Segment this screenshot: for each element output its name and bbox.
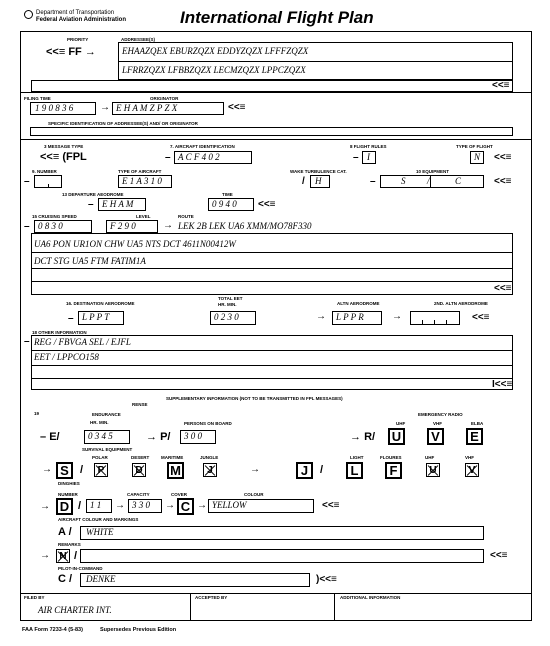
emergency-radio-label: EMERGENCY RADIO [418, 412, 463, 417]
altn-label: ALTN AERODROME [337, 301, 380, 306]
arrow-icon: → [40, 550, 50, 561]
arrow-icon: → [165, 500, 175, 511]
slash: / [78, 500, 82, 512]
addressees-line2[interactable]: LFRRZQZX LFBBZQZX LECMZQZX LPPCZQZX [122, 65, 306, 75]
dash: – [24, 176, 30, 187]
filed-by-value[interactable]: AIR CHARTER INT. [38, 605, 112, 615]
altn2-box[interactable] [410, 311, 460, 325]
light-box[interactable]: L [346, 462, 363, 479]
arrow-icon: → [316, 311, 326, 322]
departure-value: E H A M [102, 199, 134, 209]
item19-label: 19 [34, 411, 40, 416]
item8-label: 8 FLIGHT RULES [350, 144, 387, 149]
equipment-value2: C [455, 176, 462, 186]
equipment-slash: / [427, 176, 430, 186]
altn2-label: 2ND. ALTN AERODROME [434, 301, 488, 306]
total-eet-label: TOTAL EET [218, 296, 243, 301]
floures-box[interactable]: F [385, 462, 402, 479]
total-eet-value: 0 2 3 0 [214, 312, 239, 322]
item10-label: 10 EQUIPMENT [416, 169, 450, 174]
persons-label: PERSONS ON BOARD [184, 421, 232, 426]
arrow-icon: → [100, 102, 110, 113]
arrow-icon: → [115, 500, 125, 511]
end-bracket: I<<≡ [492, 379, 513, 390]
supplementary-label: SUPPLEMENTARY INFORMATION (NOT TO BE TRANSMITTED IN FPL MESSAGES) [166, 396, 343, 401]
slash: / [74, 550, 78, 562]
jungle-label: JUNGLE [200, 455, 219, 460]
type-of-flight-label: TYPE OF FLIGHT [456, 144, 493, 149]
aircraft-colour-code: A / [58, 526, 72, 538]
colour-label: COLOUR [244, 492, 264, 497]
jacket-vhf-crossed-box[interactable]: V [465, 463, 479, 477]
route-label: ROUTE [178, 214, 194, 219]
departure-time-label: TIME [222, 192, 233, 197]
other-info-line2: EET / LPPCO158 [34, 352, 99, 362]
rense-label: RENSE [132, 402, 148, 407]
jackets-box[interactable]: J [296, 462, 313, 479]
equipment-value1: S [401, 176, 406, 186]
arrow-icon: → [163, 220, 173, 231]
aircraft-colour-label: AIRCRAFT COLOUR AND MARKINGS [58, 517, 139, 522]
cover-box[interactable]: C [177, 498, 194, 515]
priority-prefix: <<≡ FF → [46, 46, 96, 58]
aircraft-colour-box[interactable] [80, 526, 484, 540]
endurance-value: 0 3 4 5 [88, 431, 113, 441]
polar-crossed-box[interactable]: P [94, 463, 108, 477]
cover-label: COVER [171, 492, 188, 497]
departure-time-value: 0 9 4 0 [212, 199, 237, 209]
type-of-aircraft-value: E 1 A 3 1 0 [122, 176, 162, 186]
accepted-by-label: ACCEPTED BY [195, 595, 228, 600]
end-mark: <<≡ [494, 283, 512, 294]
other-info-line1: REG / FBVGA SEL / EJFL [34, 337, 131, 347]
polar-label: POLAR [92, 455, 108, 460]
pic-code: C / [58, 573, 73, 585]
capacity-value: 3 3 0 [132, 500, 150, 510]
remarks-box[interactable] [80, 549, 484, 563]
end-mark: <<≡ [322, 500, 340, 511]
capacity-label: CAPACITY [127, 492, 150, 497]
radio-code: → R/ [350, 431, 376, 443]
faa-logo-icon [24, 10, 33, 19]
slash: / [302, 176, 305, 187]
dash: – [353, 152, 359, 163]
dash: – [165, 152, 171, 163]
item7-value: A C F 4 0 2 [178, 152, 220, 162]
item13-label: 13 DEPARTURE AEODROME [62, 192, 124, 197]
item18-label: 18 OTHER INFORMATION [32, 330, 87, 335]
addressees-label: ADDRESSEE(S) [121, 37, 156, 42]
dash: – [370, 176, 376, 187]
destination-value: L P P T [82, 312, 110, 322]
vhf-box[interactable]: V [427, 428, 444, 445]
level-value: F 2 9 0 [110, 221, 136, 231]
slash: / [80, 464, 84, 476]
end-mark: <<≡ [494, 176, 512, 187]
item3-label: 3 MESSAGE TYPE [44, 144, 84, 149]
cruising-speed-value: 0 8 3 0 [38, 221, 63, 231]
route-line1[interactable]: LEK 2B LEK UA6 XMM/MO78F330 [178, 221, 312, 231]
additional-info-label: ADDITIONAL INFORMATION [340, 595, 401, 600]
addressees-line1[interactable]: EHAAZQEX EBURZQZX EDDYZQZX LFFFZQZX [122, 46, 309, 56]
number-value: 1 1 [90, 500, 102, 510]
endurance-label: ENDURANCE [92, 412, 121, 417]
jungle-crossed-box[interactable]: J [203, 463, 217, 477]
survival-label: SURVIVAL EQUIPMENT [82, 447, 133, 452]
jacket-uhf-label: UHF [425, 455, 435, 460]
persons-code: → P/ [146, 431, 171, 443]
arrow-icon: → [40, 501, 50, 512]
arrow-icon: → [250, 464, 260, 475]
end-mark: <<≡ [492, 80, 510, 91]
total-eet-sub: HR. MIN. [218, 302, 237, 307]
jacket-uhf-crossed-box[interactable]: U [426, 463, 440, 477]
item3-value: <<≡ (FPL [40, 151, 87, 163]
end-mark: <<≡ [472, 312, 490, 323]
jacket-vhf-label: VHF [465, 455, 474, 460]
originator-value: E H A M Z P Z X [116, 103, 178, 113]
wake-turbulence-label: WAKE TURBULENCE CAT. [290, 169, 347, 174]
elba-box[interactable]: E [466, 428, 483, 445]
route-line2: UA6 PON UR1ON CHW UA5 NTS DCT 4611N00412W [34, 239, 236, 249]
pic-label: PILOT-IN-COMMAND [58, 566, 103, 571]
aircraft-colour-value: WHITE [86, 527, 114, 537]
end-mark: <<≡ [490, 550, 508, 561]
maritime-label: MARITIME [161, 455, 184, 460]
endurance-code: – E/ [40, 431, 60, 443]
uhf-label: UHF [396, 421, 406, 426]
floures-label: FLOURES [380, 455, 402, 460]
number-label: NUMBER [58, 492, 78, 497]
equipment-box[interactable] [380, 175, 484, 188]
survival-box[interactable]: S [56, 462, 73, 479]
agency-line1: Department of Transportation [36, 10, 115, 16]
filing-time-label: FILING TIME [24, 96, 51, 101]
arrow-icon: → [197, 500, 207, 511]
filing-time-value: 1 9 0 8 3 6 [35, 103, 74, 113]
slash: / [320, 464, 324, 476]
elba-label: ELBA [471, 421, 484, 426]
priority-label: PRIORITY [67, 37, 89, 42]
wake-turbulence-value: H [315, 176, 322, 186]
type-of-flight-value: N [474, 152, 481, 162]
destination-label: 16. DESTINATION AERODROME [66, 301, 135, 306]
filed-by-label: FILED BY [24, 595, 45, 600]
supersedes-note: Supersedes Previous Edition [100, 627, 177, 633]
route-line3: DCT STG UA5 FTM FATIM1A [34, 256, 146, 266]
end-bracket: )<<≡ [316, 574, 337, 585]
dinghies-label: DINGHIES [58, 481, 80, 486]
end-mark: <<≡ [258, 199, 276, 210]
cruising-speed-label: 15 CRUISING SPEED [32, 214, 77, 219]
specific-identification-label: SPECIFIC IDENTIFICATION OF ADDRESSEE(S) AND/ OR ORIGINATOR [48, 121, 198, 126]
pic-value: DENKE [86, 574, 116, 584]
altn-value: L P P R [336, 312, 364, 322]
dash: – [24, 336, 30, 347]
page-title: International Flight Plan [180, 8, 374, 27]
light-label: LIGHT [350, 455, 364, 460]
desert-crossed-box[interactable]: D [132, 463, 146, 477]
dash: – [24, 221, 30, 232]
type-of-aircraft-label: TYPE OF AIRCRAFT [118, 169, 162, 174]
remarks-crossed-box[interactable]: N [56, 549, 70, 563]
end-mark: <<≡ [494, 152, 512, 163]
dinghies-box[interactable]: D [56, 498, 73, 515]
arrow-icon: → [42, 464, 52, 475]
specific-identification-box[interactable] [30, 127, 513, 136]
item7-label: 7. AIRCRAFT IDENTIFICATION [170, 144, 235, 149]
desert-label: DESERT [131, 455, 150, 460]
originator-label: ORIGINATOR [150, 96, 179, 101]
level-label: LEVEL [136, 214, 151, 219]
item9-label: 9. NUMBER [32, 169, 57, 174]
agency-line2: Federal Aviation Administration [36, 17, 127, 23]
persons-value: 3 0 0 [184, 431, 202, 441]
form-number: FAA Form 7233-4 (5-83) [22, 627, 83, 633]
end-mark: <<≡ [228, 102, 246, 113]
flight-rules-value: I [367, 152, 370, 162]
remarks-label: REMARKS [58, 542, 81, 547]
colour-value: YELLOW [212, 500, 247, 510]
addressees-line3-box [31, 80, 513, 92]
endurance-sub: HR. MIN. [90, 420, 109, 425]
arrow-icon: → [392, 311, 402, 322]
maritime-box[interactable]: M [167, 462, 184, 479]
dash: – [88, 199, 94, 210]
dash: – [68, 313, 74, 324]
uhf-box[interactable]: U [388, 428, 405, 445]
vhf-label: VHF [433, 421, 442, 426]
